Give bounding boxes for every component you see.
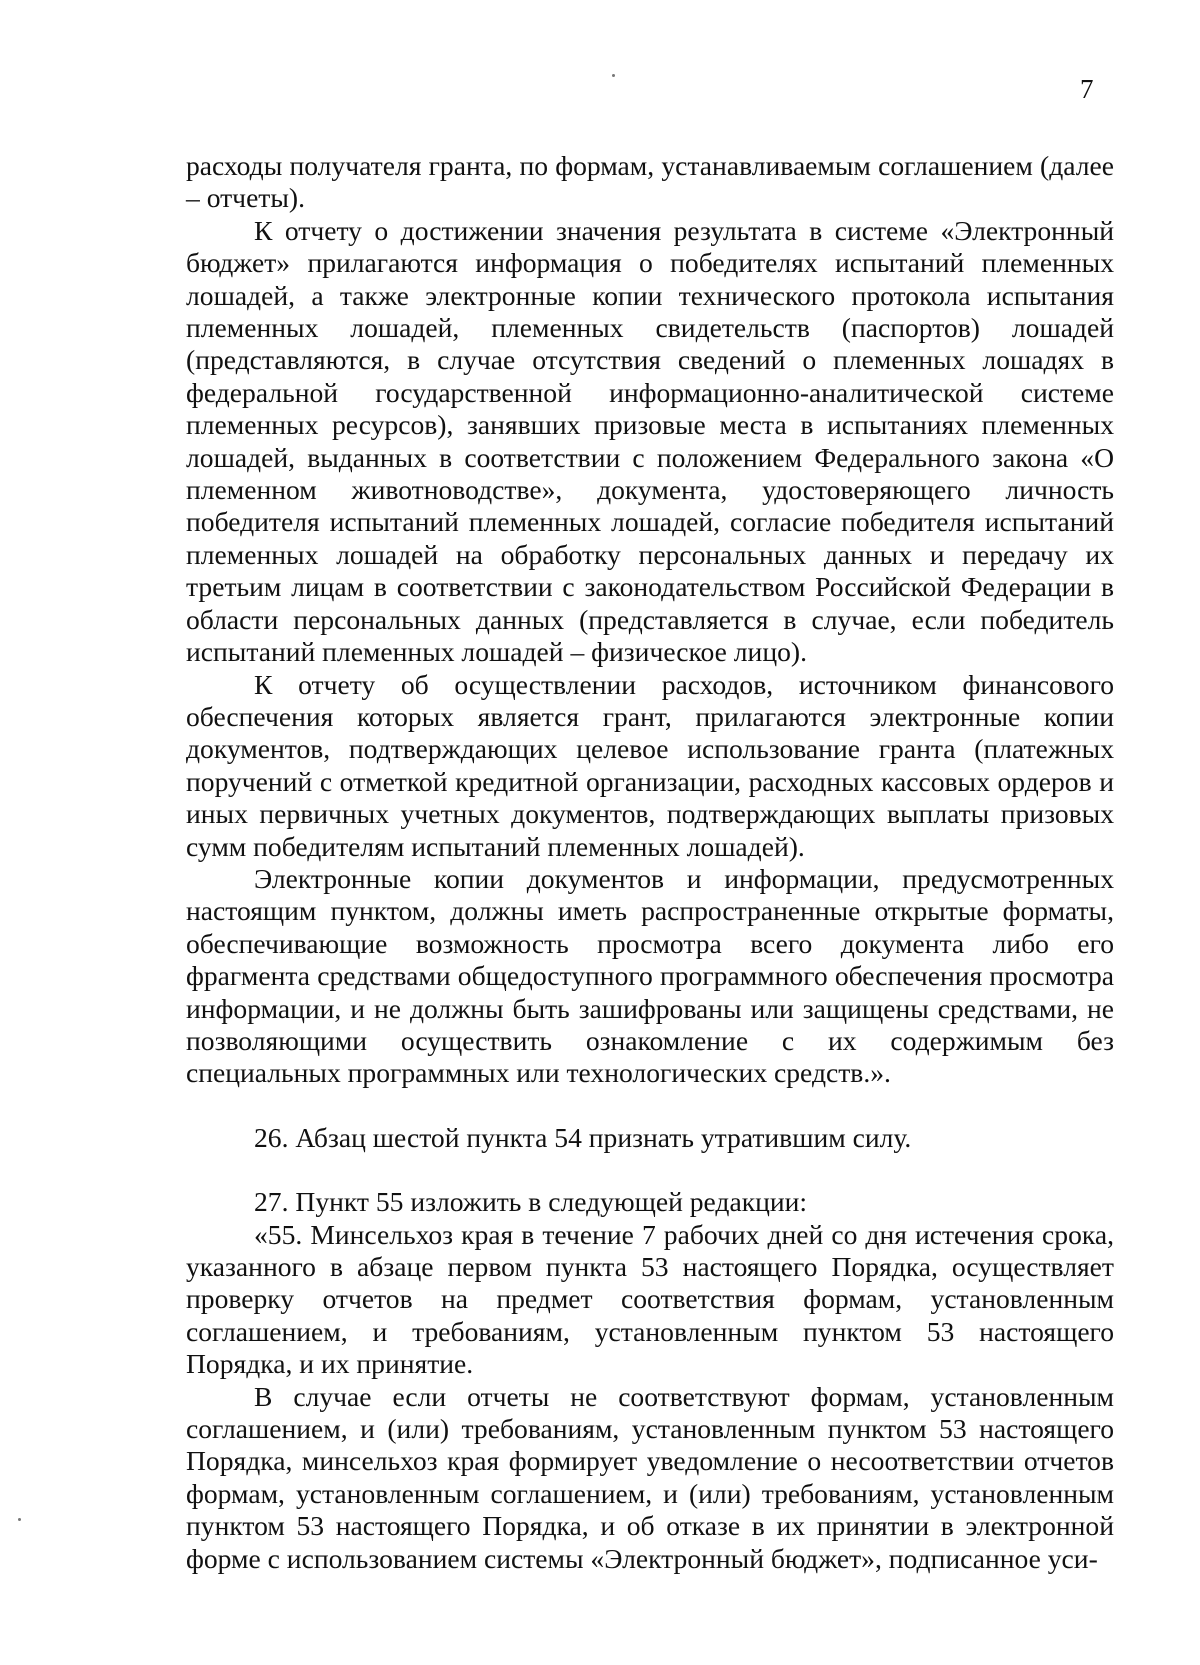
scan-speck — [18, 1518, 21, 1521]
paragraph-item-27: 27. Пункт 55 изложить в следующей редакции: — [254, 1186, 808, 1218]
paragraph-reports-continuation: расходы получателя гранта, по формам, устанавливаемым соглашением (далее – отчеты). — [186, 150, 1114, 214]
paragraph-electronic-copies-formats: Электронные копии документов и информации, предусмотренных настоящим пунктом, должны иметь распространенные открытые форматы, обеспечивающие возможность просмотра всего документа либо его фрагмента средствами общедоступного программного обеспечения просмотра информации, и не должны быть зашифрованы или защищены средствами, не позволяющими осуществить ознакомление с их содержимым без специальных программных или технологических средств.». — [186, 862, 1114, 1089]
paragraph-expense-report-attachments: К отчету об осуществлении расходов, источником финансового обеспечения которых является грант, прилагаются электронные копии документов, подтверждающих целевое использование гранта (платежных поручений с отметкой кредитной организации, расходных кассовых ордеров и иных первичных учетных документов, подтверждающих выплаты призовых сумм победителям испытаний племенных лошадей). — [186, 668, 1114, 862]
page-number: 7 — [1080, 74, 1094, 104]
paragraph-noncompliance-notice: В случае если отчеты не соответствуют формам, установленным соглашением, и (или) требованиям, установленным пунктом 53 настоящего Порядка, минсельхоз края формирует уведомление о несоответствии отчетов формам, установленным соглашением, и (или) требованиям, установленным пунктом 53 настоящего Порядка, и об отказе в их принятии в электронной форме с использованием системы «Электронный бюджет», подписанное уси- — [186, 1380, 1114, 1574]
paragraph-item-55-text: «55. Минсельхоз края в течение 7 рабочих дней со дня истечения срока, указанного в абзаце первом пункта 53 настоящего Порядка, осуществляет проверку отчетов на предмет соответствия формам, установленным соглашением, и требованиям, установленным пунктом 53 настоящего Порядка, и их принятие. — [186, 1218, 1114, 1380]
document-body — [186, 150, 1114, 1575]
paragraph-item-26: 26. Абзац шестой пункта 54 признать утратившим силу. — [254, 1121, 912, 1153]
scan-speck — [612, 74, 615, 77]
paragraph-result-report-attachments: К отчету о достижении значения результата в системе «Электронный бюджет» прилагаются информация о победителях испытаний племенных лошадей, а также электронные копии технического протокола испытания племенных лошадей, племенных свидетельств (паспортов) лошадей (представляются, в случае отсутствия сведений о племенных лошадях в федеральной государственной информационно-аналитической системе племенных ресурсов), занявших призовые места в испытаниях племенных лошадей, выданных в соответствии с положением Федерального закона «О племенном животноводстве», документа, удостоверяющего личность победителя испытаний племенных лошадей, согласие победителя испытаний племенных лошадей на обработку персональных данных и передачу их третьим лицам в соответствии с законодательством Российской Федерации в области персональных данных (представляется в случае, если победитель испытаний племенных лошадей – физическое лицо). — [186, 214, 1114, 668]
